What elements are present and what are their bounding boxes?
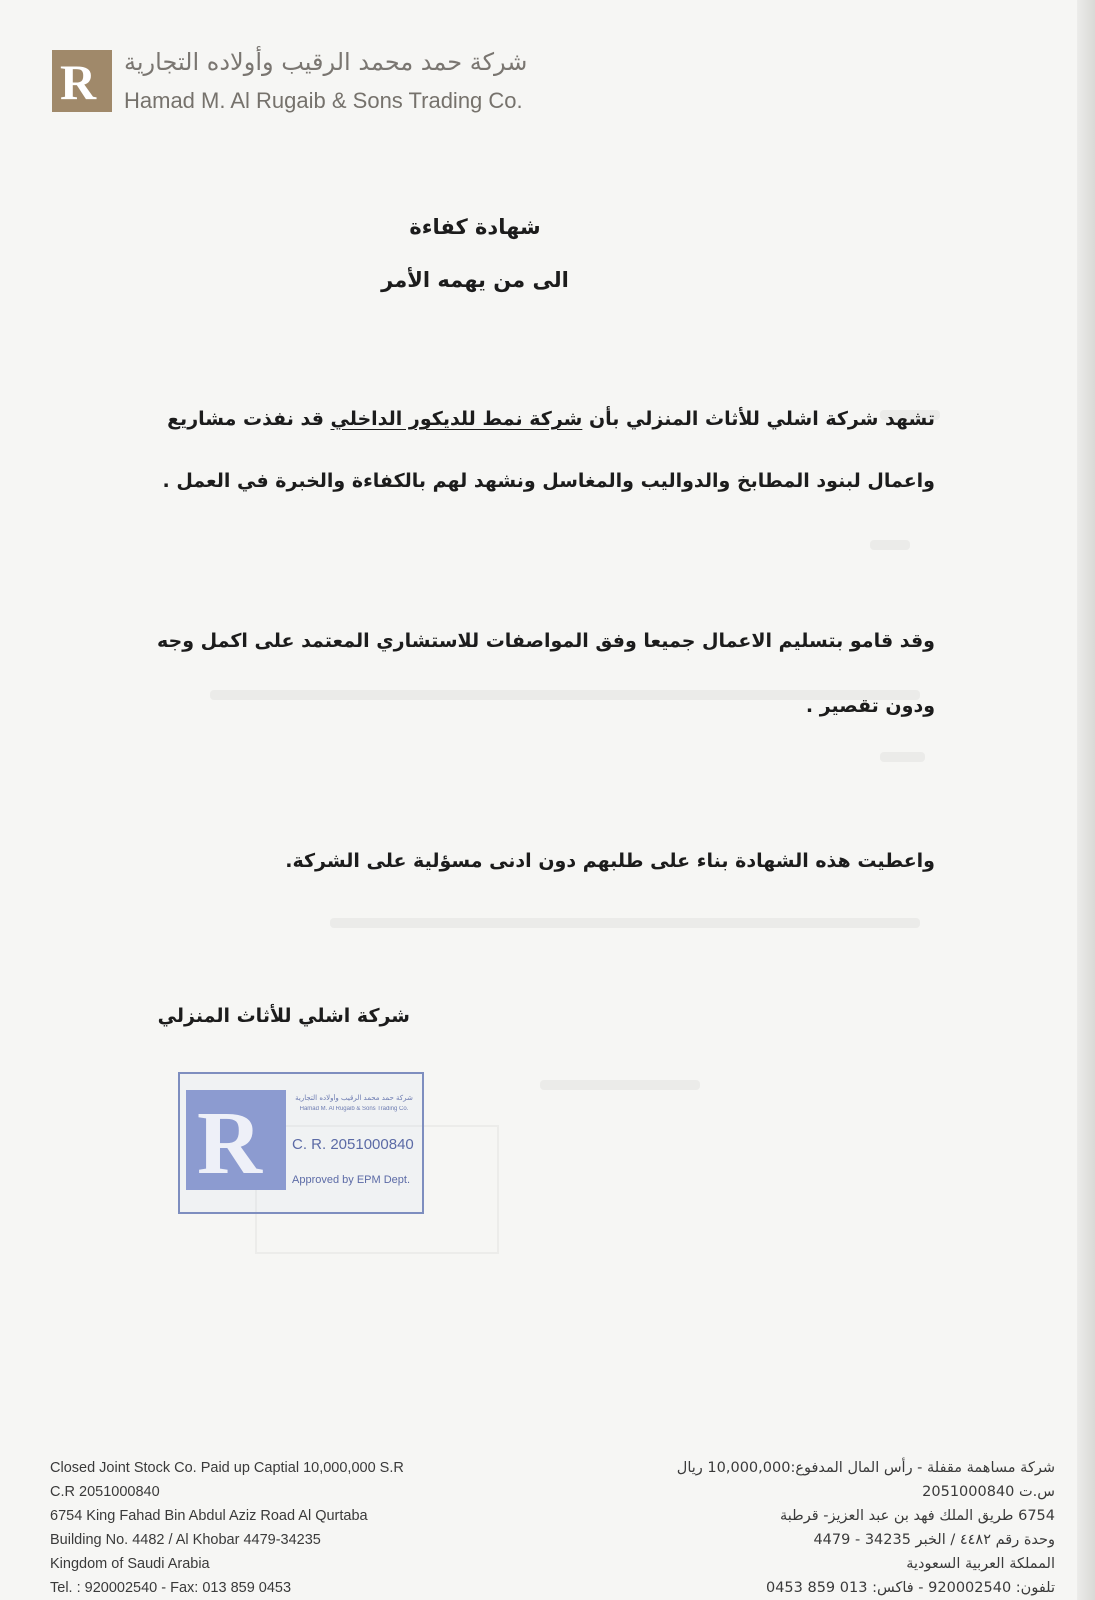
- show-through-mark: [880, 752, 925, 762]
- company-logo: [52, 50, 112, 112]
- footer-ar-line: س.ت 2051000840: [922, 1484, 1055, 1500]
- certificate-title: شهادة كفاءة: [409, 215, 541, 239]
- stamp-approved-text: Approved by EPM Dept.: [292, 1174, 411, 1186]
- footer-en-line: 6754 King Fahad Bin Abdul Aziz Road Al Qurtaba: [50, 1508, 368, 1524]
- company-stamp: [178, 1072, 424, 1214]
- stamp-company-english: Hamad M. Al Rugaib & Sons Trading Co.: [299, 1106, 409, 1112]
- certificate-subtitle: الى من يهمه الأمر: [381, 268, 569, 292]
- paragraph-1-line-2: واعمال لبنود المطابخ والدواليب والمغاسل ونشهد لهم بالكفاءة والخبرة في العمل .: [162, 470, 935, 492]
- footer-ar-line: المملكة العربية السعودية: [906, 1556, 1055, 1572]
- page-edge-shadow: [1077, 0, 1095, 1600]
- footer-ar-line: تلفون: 920002540 - فاكس: 013 859 0453: [765, 1580, 1055, 1596]
- stamp-logo: [186, 1090, 286, 1190]
- show-through-mark: [870, 540, 910, 550]
- logo-r-icon: [56, 55, 108, 107]
- footer-arabic: [677, 1456, 1055, 1600]
- logo-letter: R: [60, 55, 97, 107]
- footer-en-line: Building No. 4482 / Al Khobar 4479-34235: [50, 1532, 321, 1548]
- signer-name: شركة اشلي للأثاث المنزلي: [157, 1005, 410, 1027]
- footer-ar-line: وحدة رقم ٤٤٨٢ / الخبر 34235 - 4479: [813, 1532, 1055, 1548]
- paragraph-1-line-1: [167, 408, 935, 430]
- p1-start: تشهد شركة اشلي للأثاث المنزلي بأن: [582, 408, 935, 430]
- stamp-company-arabic: شركة حمد محمد الرقيب وأولاده التجارية: [295, 1094, 413, 1102]
- footer-en-line: Closed Joint Stock Co. Paid up Captial 10,000,000 S.R: [50, 1460, 404, 1476]
- stamp-logo-letter: R: [197, 1095, 262, 1185]
- show-through-mark: [540, 1080, 700, 1090]
- stamp-r-icon: [191, 1095, 281, 1185]
- footer-en-line: Kingdom of Saudi Arabia: [50, 1556, 210, 1572]
- footer-ar-line: شركة مساهمة مقفلة - رأس المال المدفوع:10,000,000 ريال: [676, 1460, 1055, 1476]
- company-name-english: Hamad M. Al Rugaib & Sons Trading Co.: [124, 88, 523, 113]
- show-through-mark: [330, 918, 920, 928]
- contractor-name: شركة نمط للديكور الداخلي: [330, 408, 583, 430]
- paragraph-3-line-1: واعطيت هذه الشهادة بناء على طلبهم دون ادنى مسؤلية على الشركة.: [285, 850, 935, 872]
- company-name-arabic: شركة حمد محمد الرقيب وأولاده التجارية: [124, 48, 528, 76]
- paragraph-2-line-2: ودون تقصير .: [805, 695, 935, 717]
- paragraph-2-line-1: وقد قامو بتسليم الاعمال جميعا وفق المواصفات للاستشاري المعتمد على اكمل وجه: [156, 630, 935, 652]
- footer-en-line: C.R 2051000840: [50, 1484, 160, 1500]
- p1-end: قد نفذت مشاريع: [167, 408, 331, 430]
- footer-ar-line: 6754 طريق الملك فهد بن عبد العزيز- قرطبة: [780, 1508, 1055, 1524]
- footer-english: [50, 1456, 404, 1600]
- stamp-cr-number: C. R. 2051000840: [292, 1136, 414, 1153]
- footer-en-line: Tel. : 920002540 - Fax: 013 859 0453: [50, 1580, 292, 1596]
